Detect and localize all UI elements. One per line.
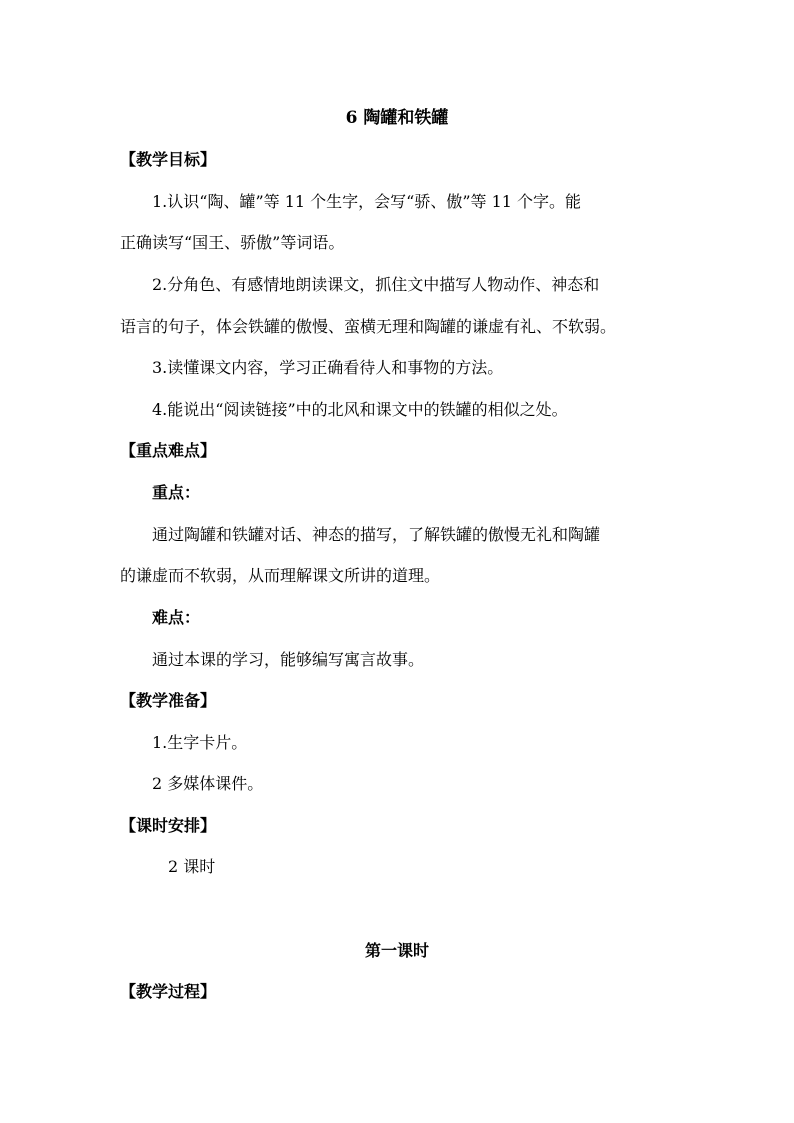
difficulty-text: 通过本课的学习，能够编写寓言故事。 <box>152 650 425 669</box>
focus-line-1: 通过陶罐和铁罐对话、神态的描写，了解铁罐的傲慢无礼和陶罐 <box>152 525 601 544</box>
schedule-text: 2 课时 <box>168 857 216 876</box>
focus-line-2: 的谦虚而不软弱，从而理解课文所讲的道理。 <box>120 566 441 585</box>
preparation-item-1: 1.生字卡片。 <box>152 733 248 752</box>
goals-heading: 【教学目标】 <box>120 150 217 169</box>
preparation-item-2: 2 多媒体课件。 <box>152 774 264 793</box>
focus-label: 重点： <box>152 483 201 502</box>
schedule-heading: 【课时安排】 <box>120 816 217 835</box>
preparation-heading: 【教学准备】 <box>120 691 217 710</box>
goal-item-3: 3.读懂课文内容，学习正确看待人和事物的方法。 <box>152 358 504 377</box>
goal-item-1-line-1: 1.认识“陶、罐”等 11 个生字，会写“骄、傲”等 11 个字。能 <box>152 192 582 211</box>
page-title: 6 陶罐和铁罐 <box>345 108 449 128</box>
key-points-heading: 【重点难点】 <box>120 441 217 460</box>
goal-item-1-line-2: 正确读写“国王、骄傲”等词语。 <box>120 233 345 252</box>
process-heading: 【教学过程】 <box>120 982 217 1001</box>
first-lesson-heading: 第一课时 <box>364 941 429 960</box>
goal-item-4: 4.能说出“阅读链接”中的北风和课文中的铁罐的相似之处。 <box>152 400 568 419</box>
goal-item-2-line-1: 2.分角色、有感情地朗读课文，抓住文中描写人物动作、神态和 <box>152 275 600 294</box>
goal-item-2-line-2: 语言的句子，体会铁罐的傲慢、蛮横无理和陶罐的谦虚有礼、不软弱。 <box>120 317 617 336</box>
difficulty-label: 难点： <box>152 608 201 627</box>
